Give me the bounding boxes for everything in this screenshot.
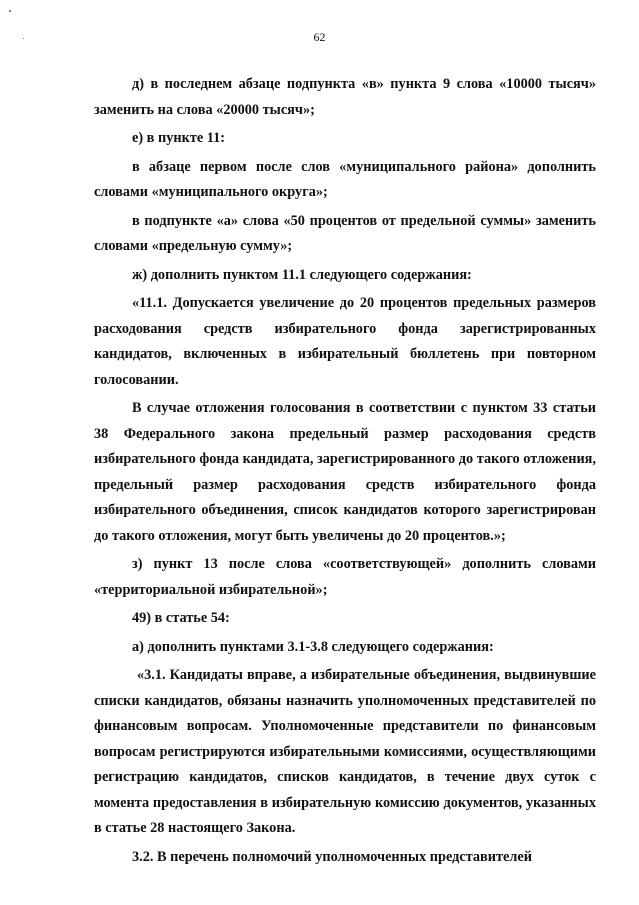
- paragraph-subpoint-a: в подпункте «а» слова «50 процентов от предельной суммы» заменить словами «предельную сумму»;: [94, 212, 596, 254]
- paragraph-3-1: «3.1. Кандидаты вправе, а избирательные объединения, выдвинувшие списки кандидатов, обязаны назначить уполномоченных представителей по финансовым вопросам. Уполномоченные представители по финансовым вопросам регистрируются избирательными комиссиями, осуществляющими регистрацию кандидатов, списков кандидатов, в течение двух суток с момента предоставления в избирательную комиссию документов, указанных в статье 28 настоящего Закона.: [94, 667, 596, 836]
- paragraph-z: з) пункт 13 после слова «соответствующей» дополнить словами «территориальной избирательной»;: [94, 556, 596, 598]
- paragraph-first-abzac: в абзаце первом после слов «муниципального района» дополнить словами «муниципального округа»;: [94, 158, 596, 200]
- paragraph-3-2: 3.2. В перечень полномочий уполномоченных представителей: [132, 848, 532, 865]
- document-body: [94, 72, 596, 870]
- paragraph-d: д) в последнем абзаце подпункта «в» пункта 9 слова «10000 тысяч» заменить на слова «20000 тысяч»;: [94, 76, 596, 118]
- scan-speck: [9, 10, 11, 12]
- paragraph-a-add: а) дополнить пунктами 3.1-3.8 следующего содержания:: [132, 638, 494, 655]
- paragraph-11-1: «11.1. Допускается увеличение до 20 процентов предельных размеров расходования средств избирательного фонда зарегистрированных кандидатов, включенных в избирательный бюллетень при повторном голосовании.: [94, 295, 596, 388]
- paragraph-article-54: 49) в статье 54:: [132, 610, 230, 626]
- page-number: 62: [313, 30, 326, 44]
- paragraph-e: е) в пункте 11:: [132, 130, 226, 146]
- paragraph-zh: ж) дополнить пунктом 11.1 следующего содержания:: [132, 266, 472, 283]
- paragraph-postponement: В случае отложения голосования в соответствии с пунктом 33 статьи 38 Федерального закона предельный размер расходования средств избирательного фонда кандидата, зарегистрированного до такого отложения, предельный размер расходования средств избирательного фонда избирательного объединения, список кандидатов которого зарегистрирован до такого отложения, могут быть увеличены до 20 процентов.»;: [94, 400, 596, 544]
